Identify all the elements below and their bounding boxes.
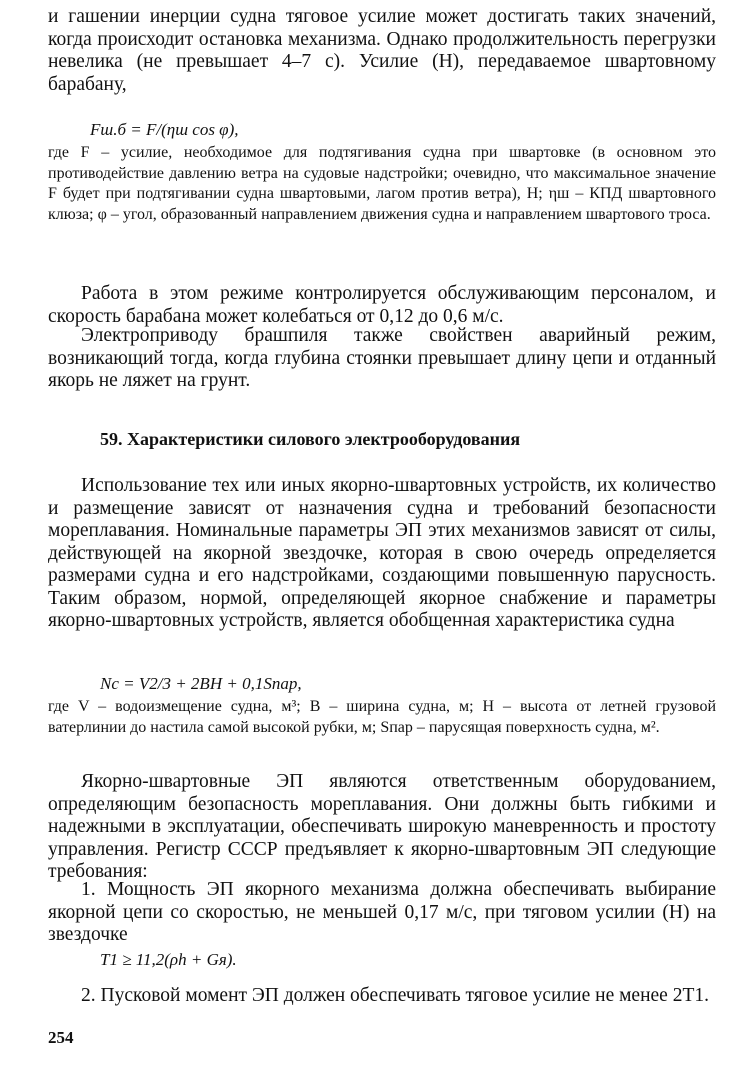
section-heading: 59. Характеристики силового электрооборудования	[100, 429, 521, 449]
formula-ship-characteristic: Nс = V2/3 + 2BH + 0,1Sпар,	[100, 674, 302, 693]
requirement-2: 2. Пусковой момент ЭП должен обеспечивать тяговое усилие не менее 2T1.	[81, 985, 709, 1006]
formula-notes-ship: где V – водоизмещение судна, м³; B – ширина судна, м; H – высота от летней грузовой ватерлинии до настила самой высокой рубки, м; Sпар – парусящая поверхность судна, м².	[48, 698, 716, 736]
formula-mooring-drum-force: Fш.б = F/(ηш cos φ),	[90, 120, 239, 139]
paragraph-requirements: Якорно-швартовные ЭП являются ответственным оборудованием, определяющим безопасность мореплавания. Они должны быть гибкими и надежными в эксплуатации, обеспечивать широкую маневренность и простоту управления. Регистр СССР предъявляет к якорно-швартовным ЭП следующие требования:	[48, 771, 716, 882]
paragraph-emergency-mode: Электроприводу брашпиля также свойствен аварийный режим, возникающий тогда, когда глубина стоянки превышает длину цепи и отданный якорь не ляжет на грунт.	[48, 325, 716, 391]
paragraph-usage: Использование тех или иных якорно-швартовных устройств, их количество и размещение зависят от назначения судна и требований безопасности мореплавания. Номинальные параметры ЭП этих механизмов зависят от силы, действующей на якорной звездочке, которая в свою очередь определяется размерами судна и его надстройками, создающими повышенную парусность. Таким образом, нормой, определяющей якорное снабжение и параметры якорно-швартовных устройств, является обобщенная характеристика судна	[48, 475, 716, 631]
requirement-1: 1. Мощность ЭП якорного механизма должна обеспечивать выбирание якорной цепи со скоростью, не меньшей 0,17 м/с, при тяговом усилии (Н) на звездочке	[48, 879, 716, 945]
formula-notes-mooring: где F – усилие, необходимое для подтягивания судна при швартовке (в основном это противодействие давлению ветра на судовые надстройки; очевидно, что максимальное значение F будет при подтягивании судна швартовыми, лагом против ветра), Н; ηш – КПД швартовного клюза; φ – угол, образованный направлением движения судна и направлением швартового троса.	[48, 144, 716, 223]
formula-traction-force: T1 ≥ 11,2(ρh + Gя).	[100, 950, 237, 969]
paragraph-operation-mode: Работа в этом режиме контролируется обслуживающим персоналом, и скорость барабана может колебаться от 0,12 до 0,6 м/с.	[48, 283, 716, 327]
paragraph-inertia: и гашении инерции судна тяговое усилие может достигать таких значений, когда происходит остановка механизма. Однако продолжительность перегрузки невелика (не превышает 4–7 с). Усилие (Н), передаваемое швартовному барабану,	[48, 6, 716, 95]
page-number: 254	[48, 1028, 74, 1047]
